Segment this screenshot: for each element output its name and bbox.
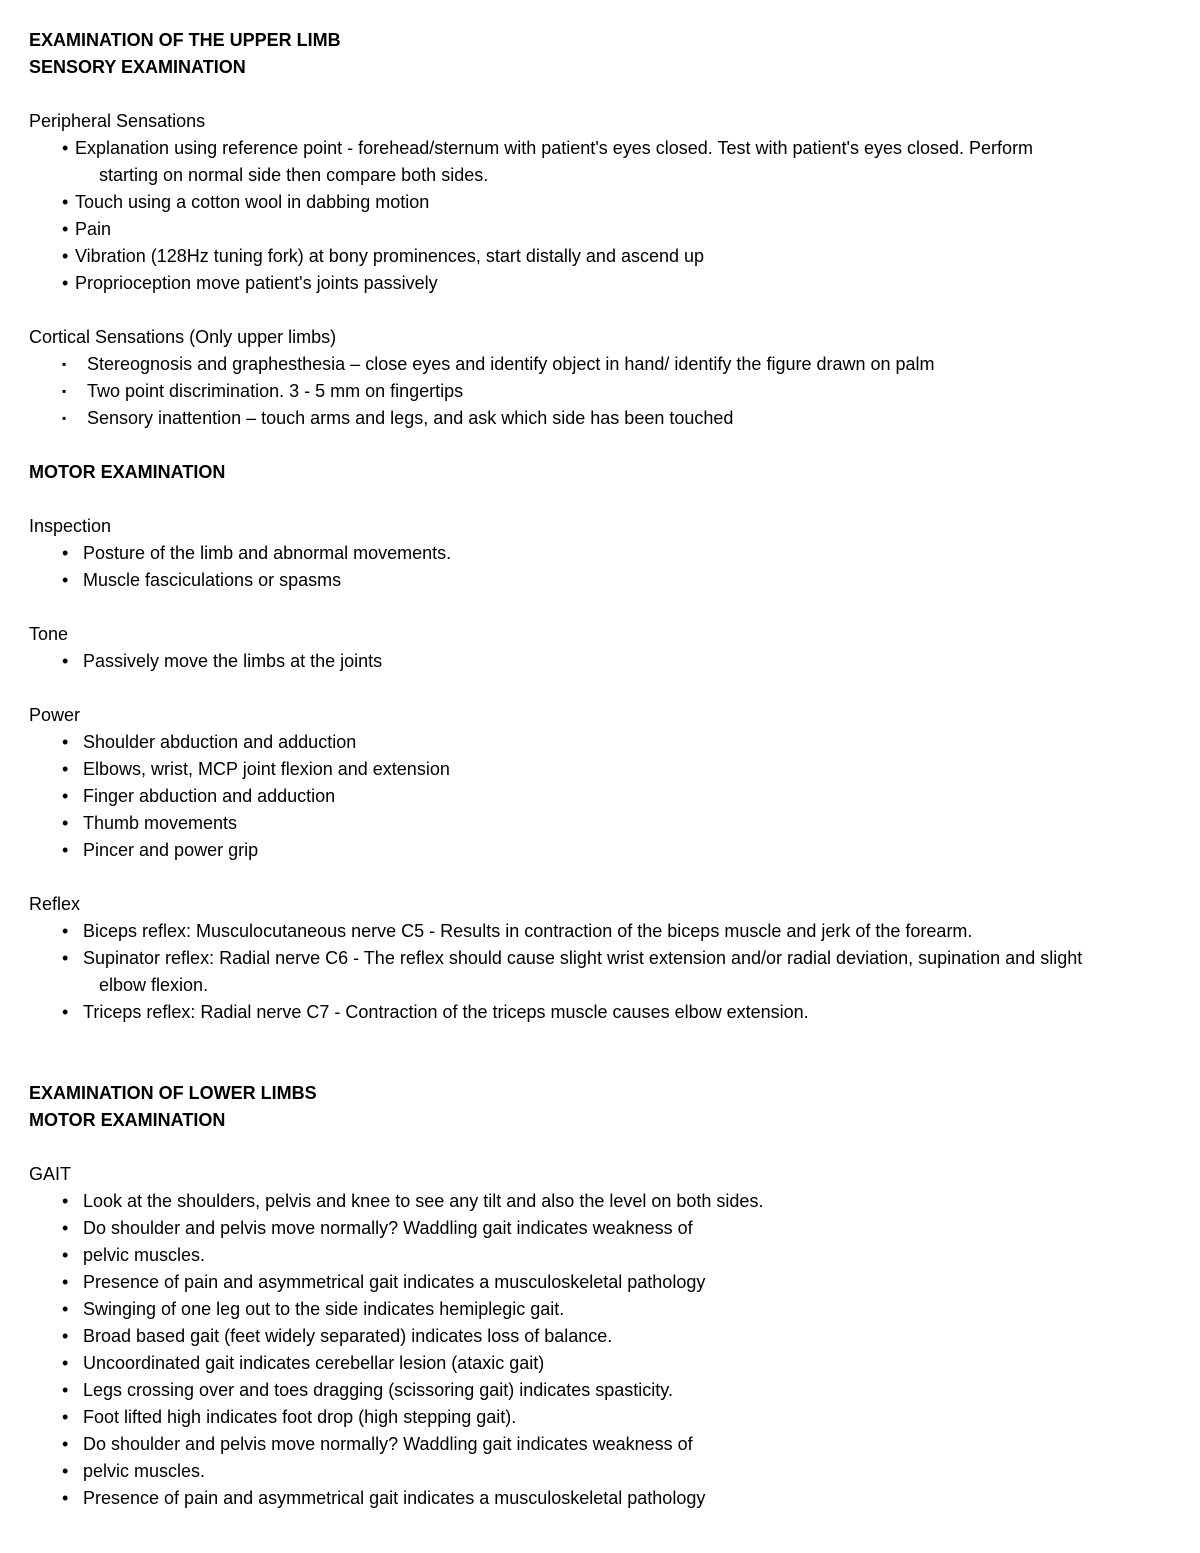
list-item: • Finger abduction and adduction — [29, 783, 1180, 810]
bullet-square: ▪ — [62, 411, 67, 425]
tone-list — [29, 648, 1180, 675]
bullet-dot: • — [62, 1299, 69, 1319]
list-item: • Presence of pain and asymmetrical gait indicates a musculoskeletal pathology — [29, 1269, 1180, 1296]
bullet-dot: • — [62, 219, 69, 239]
list-item: • Legs crossing over and toes dragging (scissoring gait) indicates spasticity. — [29, 1377, 1180, 1404]
bullet-dot: • — [62, 1407, 69, 1427]
inspection-heading: Inspection — [29, 516, 112, 536]
upper-limb-title: EXAMINATION OF THE UPPER LIMB — [29, 30, 341, 50]
list-item: • Passively move the limbs at the joints — [29, 648, 1180, 675]
bullet-square: ▪ — [62, 384, 67, 398]
list-item: • Muscle fasciculations or spasms — [29, 567, 1180, 594]
lower-motor-title: MOTOR EXAMINATION — [29, 1110, 226, 1130]
bullet-dot: • — [62, 1272, 69, 1292]
bullet-dot: • — [62, 543, 69, 563]
list-item: ▪ Two point discrimination. 3 - 5 mm on fingertips — [29, 378, 1180, 405]
bullet-dot: • — [62, 759, 69, 779]
bullet-dot: • — [62, 1488, 69, 1508]
list-item: ▪ Sensory inattention – touch arms and legs, and ask which side has been touched — [29, 405, 1180, 432]
bullet-dot: • — [62, 1002, 69, 1022]
list-item: • Presence of pain and asymmetrical gait indicates a musculoskeletal pathology — [29, 1485, 1180, 1512]
bullet-dot: • — [62, 948, 69, 968]
tone-heading: Tone — [29, 624, 69, 644]
list-item: • Thumb movements — [29, 810, 1180, 837]
bullet-dot: • — [62, 1461, 69, 1481]
bullet-dot: • — [62, 813, 69, 833]
inspection-list — [29, 540, 1180, 594]
list-item: • Shoulder abduction and adduction — [29, 729, 1180, 756]
cortical-list — [29, 351, 1180, 432]
list-item: • Posture of the limb and abnormal movements. — [29, 540, 1180, 567]
sensory-exam-title: SENSORY EXAMINATION — [29, 57, 246, 77]
gait-list — [29, 1188, 1180, 1512]
cortical-heading: Cortical Sensations (Only upper limbs) — [29, 327, 337, 347]
bullet-dot: • — [62, 246, 69, 266]
list-item: • Triceps reflex: Radial nerve C7 - Contraction of the triceps muscle causes elbow extension. — [29, 999, 1180, 1026]
bullet-dot: • — [62, 1434, 69, 1454]
bullet-dot: • — [62, 1245, 69, 1265]
list-item: • Supinator reflex: Radial nerve C6 - The reflex should cause slight wrist extension and/or radial deviation, supination and slight elbow flexion. — [29, 945, 1180, 999]
list-item: • Touch using a cotton wool in dabbing motion — [29, 189, 1180, 216]
bullet-square: ▪ — [62, 357, 67, 371]
peripheral-list — [29, 135, 1180, 297]
bullet-dot: • — [62, 1380, 69, 1400]
bullet-dot: • — [62, 192, 69, 212]
power-list — [29, 729, 1180, 864]
bullet-dot: • — [62, 1326, 69, 1346]
bullet-dot: • — [62, 732, 69, 752]
peripheral-heading: Peripheral Sensations — [29, 111, 206, 131]
bullet-dot: • — [62, 138, 69, 158]
list-item: • Foot lifted high indicates foot drop (high stepping gait). — [29, 1404, 1180, 1431]
bullet-dot: • — [62, 273, 69, 293]
list-item: • Elbows, wrist, MCP joint flexion and extension — [29, 756, 1180, 783]
list-item: • Look at the shoulders, pelvis and knee to see any tilt and also the level on both sides. — [29, 1188, 1180, 1215]
bullet-dot: • — [62, 651, 69, 671]
bullet-dot: • — [62, 921, 69, 941]
bullet-dot: • — [62, 786, 69, 806]
list-item: • Do shoulder and pelvis move normally? Waddling gait indicates weakness of — [29, 1431, 1180, 1458]
bullet-dot: • — [62, 1353, 69, 1373]
list-item: • Do shoulder and pelvis move normally? Waddling gait indicates weakness of — [29, 1215, 1180, 1242]
list-item: • Vibration (128Hz tuning fork) at bony prominences, start distally and ascend up — [29, 243, 1180, 270]
lower-limb-title: EXAMINATION OF LOWER LIMBS — [29, 1083, 317, 1103]
list-item: • pelvic muscles. — [29, 1242, 1180, 1269]
motor-exam-title: MOTOR EXAMINATION — [29, 462, 226, 482]
reflex-list — [29, 918, 1180, 1026]
list-item: • Swinging of one leg out to the side indicates hemiplegic gait. — [29, 1296, 1180, 1323]
list-item: ▪ Stereognosis and graphesthesia – close eyes and identify object in hand/ identify the figure drawn on palm — [29, 351, 1180, 378]
list-item: • Uncoordinated gait indicates cerebellar lesion (ataxic gait) — [29, 1350, 1180, 1377]
list-item: • Proprioception move patient's joints passively — [29, 270, 1180, 297]
bullet-dot: • — [62, 1218, 69, 1238]
list-item: • Biceps reflex: Musculocutaneous nerve C5 - Results in contraction of the biceps muscle and jerk of the forearm. — [29, 918, 1180, 945]
list-item: • Explanation using reference point - forehead/sternum with patient's eyes closed. Test with patient's eyes closed. Perform starting on normal side then compare both sides. — [29, 135, 1180, 189]
bullet-dot: • — [62, 1191, 69, 1211]
list-item: • Pain — [29, 216, 1180, 243]
list-item: • Broad based gait (feet widely separated) indicates loss of balance. — [29, 1323, 1180, 1350]
list-item: • Pincer and power grip — [29, 837, 1180, 864]
bullet-dot: • — [62, 570, 69, 590]
reflex-heading: Reflex — [29, 894, 81, 914]
power-heading: Power — [29, 705, 81, 725]
gait-heading: GAIT — [29, 1164, 72, 1184]
bullet-dot: • — [62, 840, 69, 860]
list-item: • pelvic muscles. — [29, 1458, 1180, 1485]
